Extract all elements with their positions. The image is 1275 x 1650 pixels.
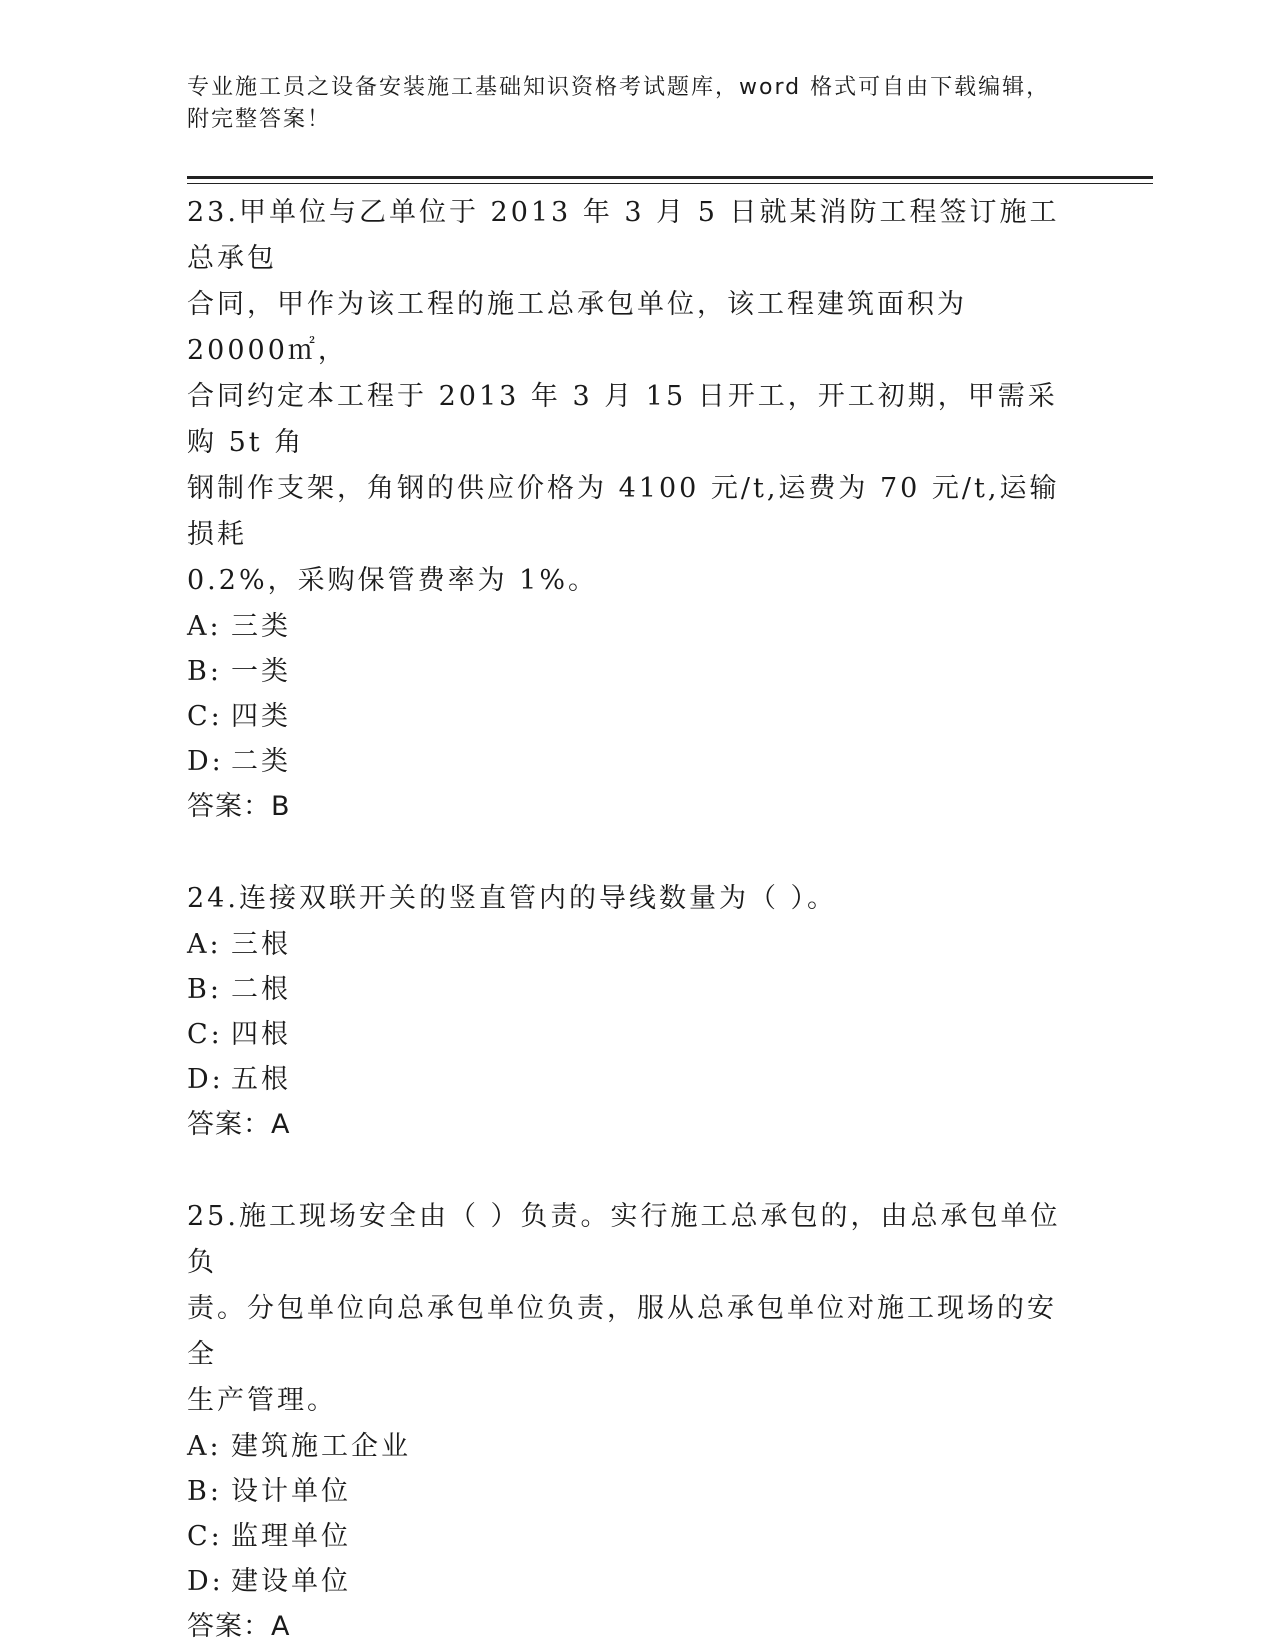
option-label: A: [187, 929, 222, 960]
option-label: D: [187, 746, 224, 777]
option-text: 建筑施工企业 [231, 1431, 411, 1462]
option-text: 五根 [231, 1064, 291, 1095]
answer-option [187, 1559, 1067, 1604]
answer-option [187, 739, 1067, 784]
answer-option [187, 1424, 1067, 1469]
option-text: 四根 [231, 1019, 291, 1050]
answer-option [187, 1514, 1067, 1559]
answer-option [187, 649, 1067, 694]
option-text: 一类 [231, 656, 291, 687]
question-stem-line: 0.2%，采购保管费率为 1%。 [187, 565, 599, 596]
option-label: D: [187, 1566, 224, 1597]
header-line-2: 附完整答案！ [187, 107, 332, 132]
option-text: 设计单位 [231, 1476, 351, 1507]
answer-key: 答案：A [187, 1109, 291, 1140]
option-label: D: [187, 1064, 224, 1095]
question-stem-line: 合同，甲作为该工程的施工总承包单位，该工程建筑面积为 20000㎡， [187, 289, 967, 366]
answer-option [187, 604, 1067, 649]
option-text: 三根 [231, 929, 291, 960]
header-line-1: 专业施工员之设备安装施工基础知识资格考试题库，word 格式可自由下载编辑， [187, 75, 1051, 100]
question-stem-line: 25.施工现场安全由（ ）负责。实行施工总承包的，由总承包单位负 [187, 1201, 1061, 1278]
option-text: 监理单位 [231, 1521, 351, 1552]
question-stem-line: 合同约定本工程于 2013 年 3 月 15 日开工，开工初期，甲需采购 5t 角 [187, 381, 1058, 458]
option-text: 二根 [231, 974, 291, 1005]
answer-key: 答案：B [187, 791, 291, 822]
option-label: A: [187, 611, 222, 642]
option-text: 二类 [231, 746, 291, 777]
option-label: C: [187, 701, 223, 732]
header-rule-thin [187, 183, 1153, 184]
header-rule-thick [187, 176, 1153, 179]
answer-option [187, 1469, 1067, 1514]
question-list [187, 190, 1067, 1650]
question-block [187, 1194, 1067, 1650]
option-label: C: [187, 1019, 223, 1050]
answer-option [187, 967, 1067, 1012]
document-header [187, 72, 1067, 136]
question-stem-line: 责。分包单位向总承包单位负责，服从总承包单位对施工现场的安全 [187, 1293, 1057, 1370]
answer-option [187, 1057, 1067, 1102]
question-block [187, 876, 1067, 1148]
option-label: B: [187, 656, 222, 687]
option-label: C: [187, 1521, 223, 1552]
option-label: A: [187, 1431, 222, 1462]
option-text: 三类 [231, 611, 291, 642]
question-stem-line: 23.甲单位与乙单位于 2013 年 3 月 5 日就某消防工程签订施工总承包 [187, 197, 1060, 274]
option-text: 四类 [231, 701, 291, 732]
option-label: B: [187, 1476, 222, 1507]
question-block [187, 190, 1067, 830]
answer-key: 答案：A [187, 1611, 291, 1642]
answer-option [187, 694, 1067, 739]
option-label: B: [187, 974, 222, 1005]
question-stem-line: 钢制作支架，角钢的供应价格为 4100 元/t,运费为 70 元/t,运输损耗 [187, 473, 1060, 550]
answer-option [187, 922, 1067, 967]
question-stem-line: 生产管理。 [187, 1385, 337, 1416]
question-stem-line: 24.连接双联开关的竖直管内的导线数量为（ ）。 [187, 883, 838, 914]
answer-option [187, 1012, 1067, 1057]
option-text: 建设单位 [231, 1566, 351, 1597]
